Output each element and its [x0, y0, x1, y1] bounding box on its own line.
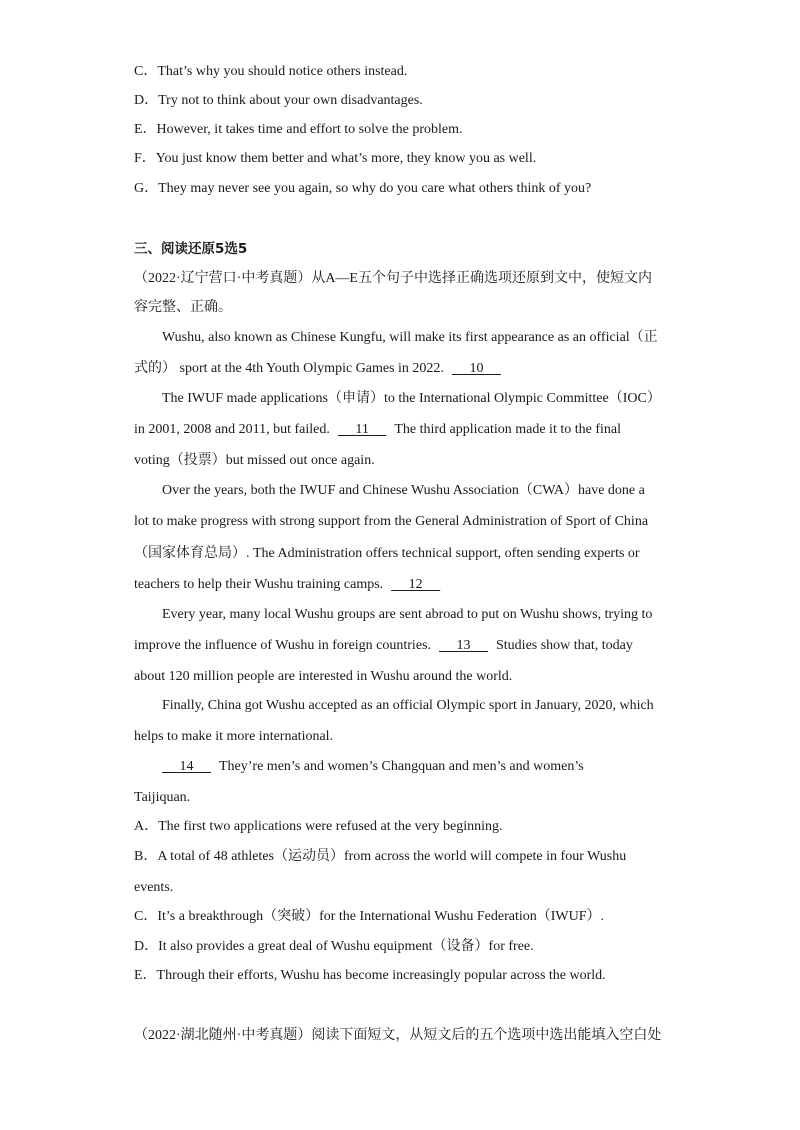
option-line: F．You just know them better and what’s more, they know you as well.: [134, 151, 537, 166]
passage-line: （国家体育总局）. The Administration offers technical support, often sending experts or: [134, 546, 640, 561]
passage-line: Wushu, also known as Chinese Kungfu, will make its first appearance as an official（正: [162, 330, 658, 345]
passage-line: helps to make it more international.: [134, 729, 334, 744]
passage-line: Taijiquan.: [134, 790, 191, 805]
passage-text: They’re men’s and women’s Changquan and men’s and women’s: [219, 759, 584, 774]
passage-line: [134, 637, 633, 655]
passage-line: The IWUF made applications（申请）to the International Olympic Committee（IOC）: [162, 391, 661, 406]
answer-blank-11: 11: [355, 422, 369, 437]
passage-text: improve the influence of Wushu in foreign countries.: [134, 638, 431, 653]
passage-line: Every year, many local Wushu groups are sent abroad to put on Wushu shows, trying to: [162, 607, 653, 622]
option-line: A．The first two applications were refused at the very beginning.: [134, 819, 503, 834]
answer-blank-14: 14: [179, 759, 194, 774]
answer-blank-12: 12: [408, 577, 423, 592]
passage-line: [134, 576, 440, 594]
question-intro: （2022·湖北随州·中考真题）阅读下面短文，从短文后的五个选项中选出能填入空白处: [134, 1028, 662, 1043]
option-line: C．That’s why you should notice others instead.: [134, 64, 408, 79]
passage-text: in 2001, 2008 and 2011, but failed.: [134, 422, 330, 437]
passage-line: lot to make progress with strong support from the General Administration of Sport of China: [134, 514, 649, 529]
answer-blank-10: 10: [469, 361, 484, 376]
option-line: C．It’s a breakthrough（突破）for the International Wushu Federation（IWUF）.: [134, 909, 605, 924]
passage-text: Studies show that, today: [496, 638, 633, 653]
option-line: E．However, it takes time and effort to solve the problem.: [134, 122, 463, 137]
option-line: D．Try not to think about your own disadvantages.: [134, 93, 423, 108]
question-intro: 容完整、正确。: [134, 300, 232, 315]
option-line: B．A total of 48 athletes（运动员）from across the world will compete in four Wushu: [134, 849, 627, 864]
option-line: events.: [134, 880, 174, 895]
question-intro: （2022·辽宁营口·中考真题）从A—E五个句子中选择正确选项还原到文中，使短文内: [134, 271, 652, 286]
answer-blank-13: 13: [456, 638, 471, 653]
passage-text: 式的） sport at the 4th Youth Olympic Games in 2022.: [134, 361, 444, 376]
passage-text: The third application made it to the final: [394, 422, 621, 437]
section-title: 三、阅读还原5选5: [134, 241, 248, 257]
passage-line: [162, 758, 584, 776]
passage-line: [134, 360, 501, 378]
option-line: E．Through their efforts, Wushu has become increasingly popular across the world.: [134, 968, 606, 983]
option-line: D．It also provides a great deal of Wushu equipment（设备）for free.: [134, 939, 534, 954]
passage-line: Over the years, both the IWUF and Chinese Wushu Association（CWA）have done a: [162, 483, 645, 498]
passage-line: about 120 million people are interested in Wushu around the world.: [134, 669, 513, 684]
passage-line: Finally, China got Wushu accepted as an official Olympic sport in January, 2020, which: [162, 698, 654, 713]
option-line: G．They may never see you again, so why do you care what others think of you?: [134, 181, 592, 196]
passage-line: voting（投票）but missed out once again.: [134, 453, 375, 468]
passage-text: teachers to help their Wushu training camps.: [134, 577, 384, 592]
passage-line: [134, 421, 621, 439]
